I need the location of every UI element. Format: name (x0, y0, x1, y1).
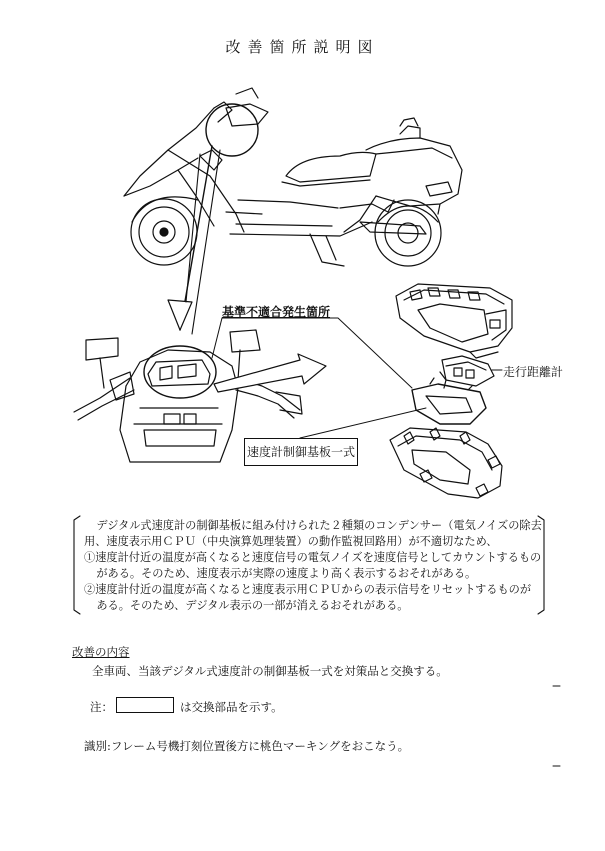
improvement-heading: 改善の内容 (72, 645, 130, 659)
description-item-2: ②速度計付近の温度が高くなると速度表示用ＣＰＵからの表示信号をリセットするものがある。そのため、デジタル表示の一部が消えるおそれがある。 (84, 583, 532, 612)
description-intro: デジタル式速度計の制御基板に組み付けられた２種類のコンデンサー（電気ノイズの除去用、速度表示用ＣＰＵ（中央演算処理装置）の動作監視回路用）が不適切なため、 (84, 519, 542, 548)
description-block (84, 518, 542, 614)
control-board-part (412, 378, 486, 424)
odometer-label: 走行距離計 (503, 365, 564, 379)
meter-base-part (390, 428, 502, 498)
note-prefix: 注： (90, 700, 113, 714)
scooter-drawing (124, 88, 462, 266)
speedometer-board-label: 速度計制御基板一式 (244, 438, 358, 466)
meter-cover-part (396, 284, 512, 358)
note-legend-box (116, 697, 174, 713)
detail-circle-top (206, 104, 258, 156)
page-title: 改善箇所説明図 (225, 38, 380, 56)
improvement-body: 全車両、当該デジタル式速度計の制御基板一式を対策品と交換する。 (92, 664, 448, 678)
identification-note: 識別:フレーム号機打刻位置後方に桃色マーキングをおこなう。 (84, 739, 410, 753)
description-item-1: ①速度計付近の温度が高くなると速度信号の電気ノイズを速度信号としてカウントするものがある。そのため、速度表示が実際の速度より高く表示するおそれがある。 (84, 551, 542, 580)
hazard-location-label: 基準不適合発生箇所 (222, 305, 331, 319)
odometer-part (440, 356, 494, 388)
note-text: は交換部品を示す。 (180, 700, 283, 714)
